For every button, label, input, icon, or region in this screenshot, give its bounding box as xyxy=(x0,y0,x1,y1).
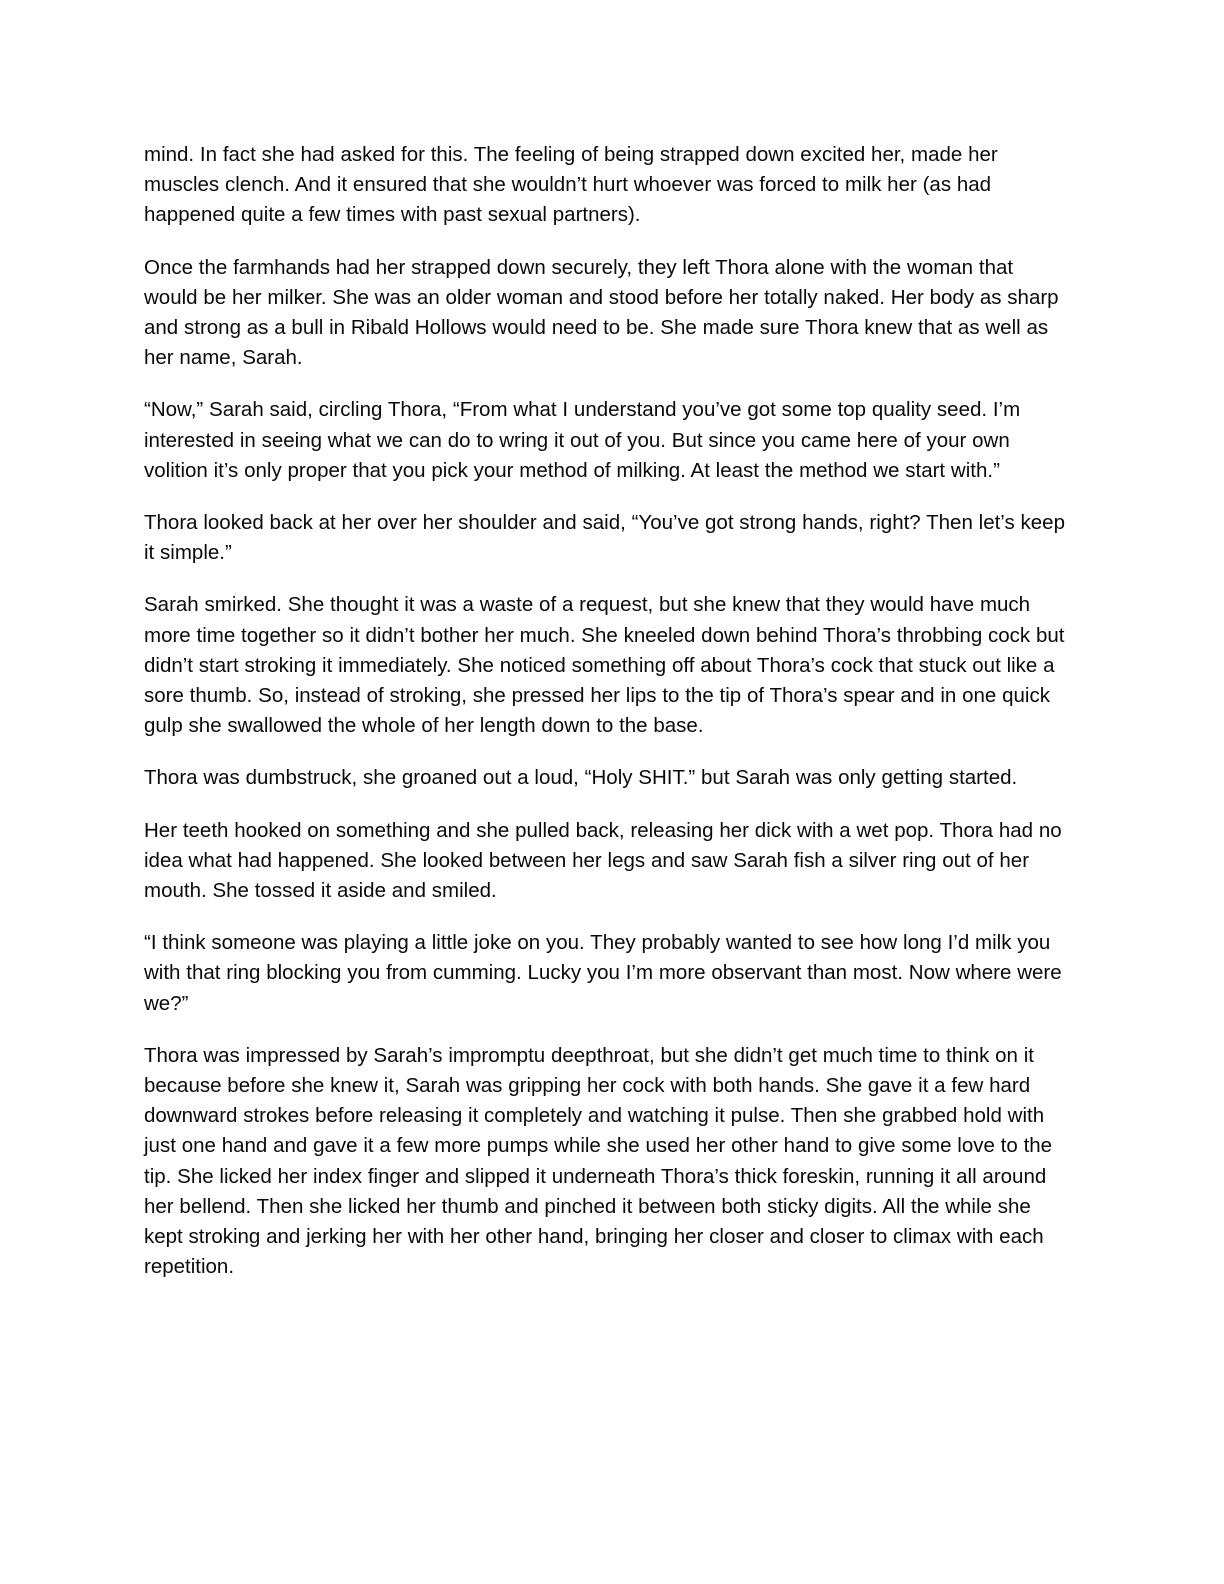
paragraph: Thora was impressed by Sarah’s impromptu deepthroat, but she didn’t get much time to think on it because before she knew it, Sarah was gripping her cock with both hands. She gave it a few hard downward strokes before releasing it completely and watching it pulse. Then she grabbed hold with just one hand and gave it a few more pumps while she used her other hand to give some love to the tip. She licked her index finger and slipped it underneath Thora’s thick foreskin, running it all around her bellend. Then she licked her thumb and pinched it between both sticky digits. All the while she kept stroking and jerking her with her other hand, bringing her closer and closer to climax with each repetition. xyxy=(144,1043,1053,1279)
paragraph: Thora looked back at her over her shoulder and said, “You’ve got strong hands, right? Then let’s keep it simple.” xyxy=(144,511,1065,565)
paragraph: “I think someone was playing a little joke on you. They probably wanted to see how long I’d milk you with that ring blocking you from cumming. Lucky you I’m more observant than most. Now where were we?” xyxy=(144,931,1062,1015)
paragraph: “Now,” Sarah said, circling Thora, “From what I understand you’ve got some top quality seed. I’m interested in seeing what we can do to wring it out of you. But since you came here of your own volition it’s only proper that you pick your method of milking. At least the method we start with.” xyxy=(144,398,1021,482)
paragraph: Thora was dumbstruck, she groaned out a loud, “Holy SHIT.” but Sarah was only getting started. xyxy=(144,766,1018,790)
paragraph: Sarah smirked. She thought it was a waste of a request, but she knew that they would have much more time together so it didn’t bother her much. She kneeled down behind Thora’s throbbing cock but didn’t start stroking it immediately. She noticed something off about Thora’s cock that stuck out like a sore thumb. So, instead of stroking, she pressed her lips to the tip of Thora’s spear and in one quick gulp she swallowed the whole of her length down to the base. xyxy=(144,593,1065,738)
paragraph: Her teeth hooked on something and she pulled back, releasing her dick with a wet pop. Thora had no idea what had happened. She looked between her legs and saw Sarah fish a silver ring out of her mouth. She tossed it aside and smiled. xyxy=(144,818,1062,903)
paragraph: mind. In fact she had asked for this. The feeling of being strapped down excited her, made her muscles clench. And it ensured that she wouldn’t hurt whoever was forced to milk her (as had happened quite a few times with past sexual partners). xyxy=(144,143,998,227)
paragraph: Once the farmhands had her strapped down securely, they left Thora alone with the woman that would be her milker. She was an older woman and stood before her totally naked. Her body as sharp and strong as a bull in Ribald Hollows would need to be. She made sure Thora knew that as well as her name, Sarah. xyxy=(144,255,1059,370)
document-text-column xyxy=(144,140,1072,1283)
